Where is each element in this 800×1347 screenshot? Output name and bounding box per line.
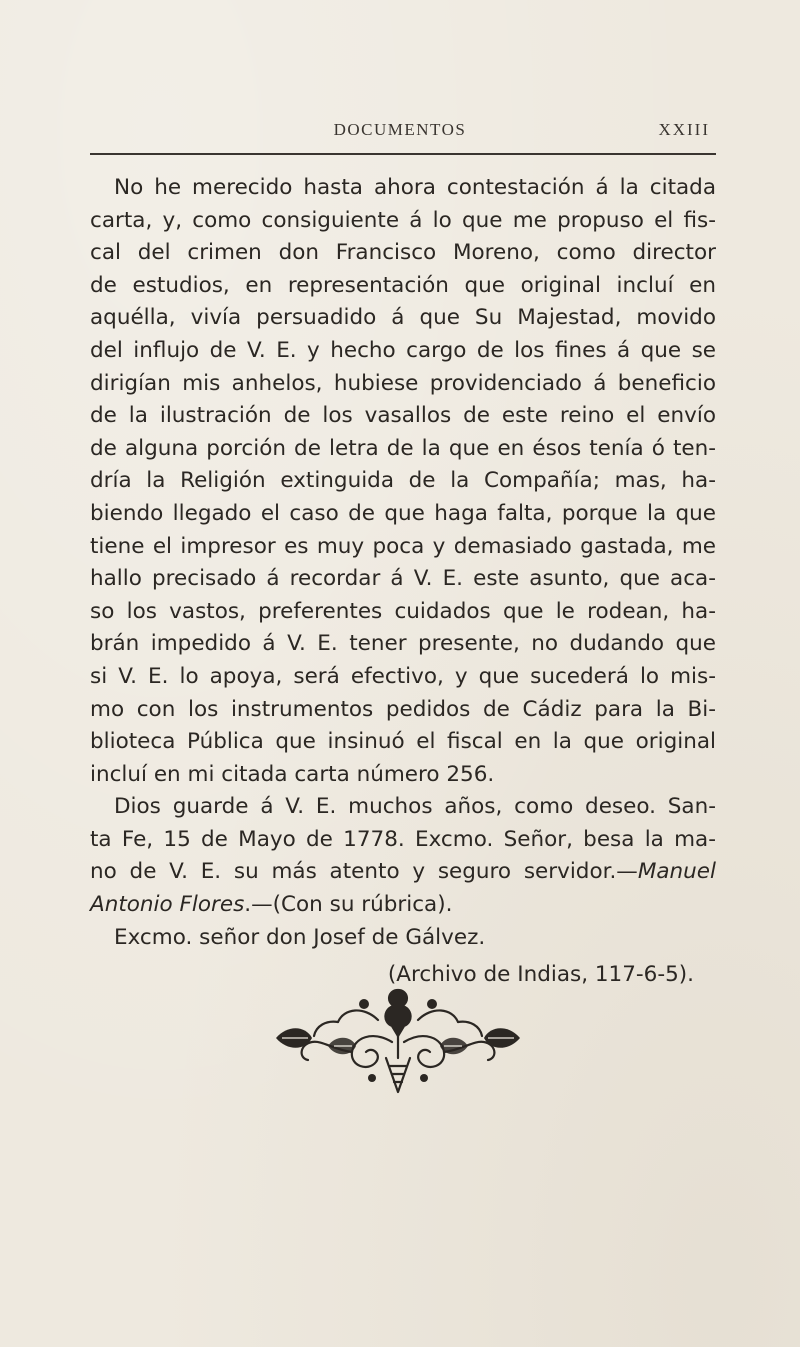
text-line: so los vastos, preferentes cuidados que le rodean, ha-	[90, 598, 716, 624]
text-line: de estudios, en representación que original incluí en	[90, 272, 716, 298]
text-line: dría la Religión extinguida de la Compañía; mas, ha-	[90, 468, 716, 494]
text-line: de alguna porción de letra de la que en ésos tenía ó ten-	[90, 435, 716, 461]
signature-suffix: .—(Con su rúbrica).	[244, 892, 453, 918]
text-line: incluí en mi citada carta número 256.	[90, 761, 495, 787]
text-line: ta Fe, 15 de Mayo de 1778. Excmo. Señor, besa la ma-	[90, 826, 716, 852]
text-line: de la ilustración de los vasallos de este reino el envío	[90, 403, 716, 429]
text-line: del influjo de V. E. y hecho cargo de los fines á que se	[90, 337, 716, 363]
page-number: XXIII	[658, 120, 710, 139]
running-head	[90, 120, 710, 150]
text-line: blioteca Pública que insinuó el fiscal en la que original	[90, 729, 716, 755]
text-line: dirigían mis anhelos, hubiese providenciado á beneficio	[90, 370, 716, 396]
paragraph-letter-body	[90, 172, 716, 791]
text-line: Dios guarde á V. E. muchos años, como deseo. San-	[114, 794, 716, 820]
text-line: biendo llegado el caso de que haga falta, porque la que	[90, 500, 716, 526]
ornamental-vignette-icon	[268, 980, 528, 1100]
text-line: mo con los instrumentos pedidos de Cádiz para la Bi-	[90, 696, 716, 722]
text-line: No he merecido hasta ahora contestación á la citada	[114, 175, 716, 200]
paragraph-closing	[90, 791, 716, 921]
text-line: tiene el impresor es muy poca y demasiado gastada, me	[90, 533, 716, 559]
text-line-signature	[90, 889, 716, 922]
text-line-with-signature	[90, 856, 716, 889]
running-title: DOCUMENTOS	[333, 120, 467, 139]
signature-first-name: Manuel	[637, 859, 716, 885]
text-line: brán impedido á V. E. tener presente, no dudando que	[90, 631, 716, 657]
header-rule	[90, 153, 716, 155]
text-line: cal del crimen don Francisco Moreno, como director	[90, 240, 716, 266]
text-line: hallo precisado á recordar á V. E. este asunto, que aca-	[90, 566, 716, 592]
text-line: si V. E. lo apoya, será efectivo, y que sucederá lo mis-	[90, 663, 716, 689]
text-line: carta, y, como consiguiente á lo que me propuso el fis-	[90, 207, 716, 233]
text-line: aquélla, vivía persuadido á que Su Majestad, movido	[90, 305, 716, 331]
body-text	[90, 172, 716, 992]
addressee: Excmo. señor don Josef de Gálvez.	[114, 924, 486, 950]
text-fragment: no de V. E. su más atento y seguro servidor.—	[90, 859, 638, 885]
signature-name: Antonio Flores	[90, 892, 245, 918]
archive-reference: (Archivo de Indias, 117-6-5).	[387, 962, 694, 988]
